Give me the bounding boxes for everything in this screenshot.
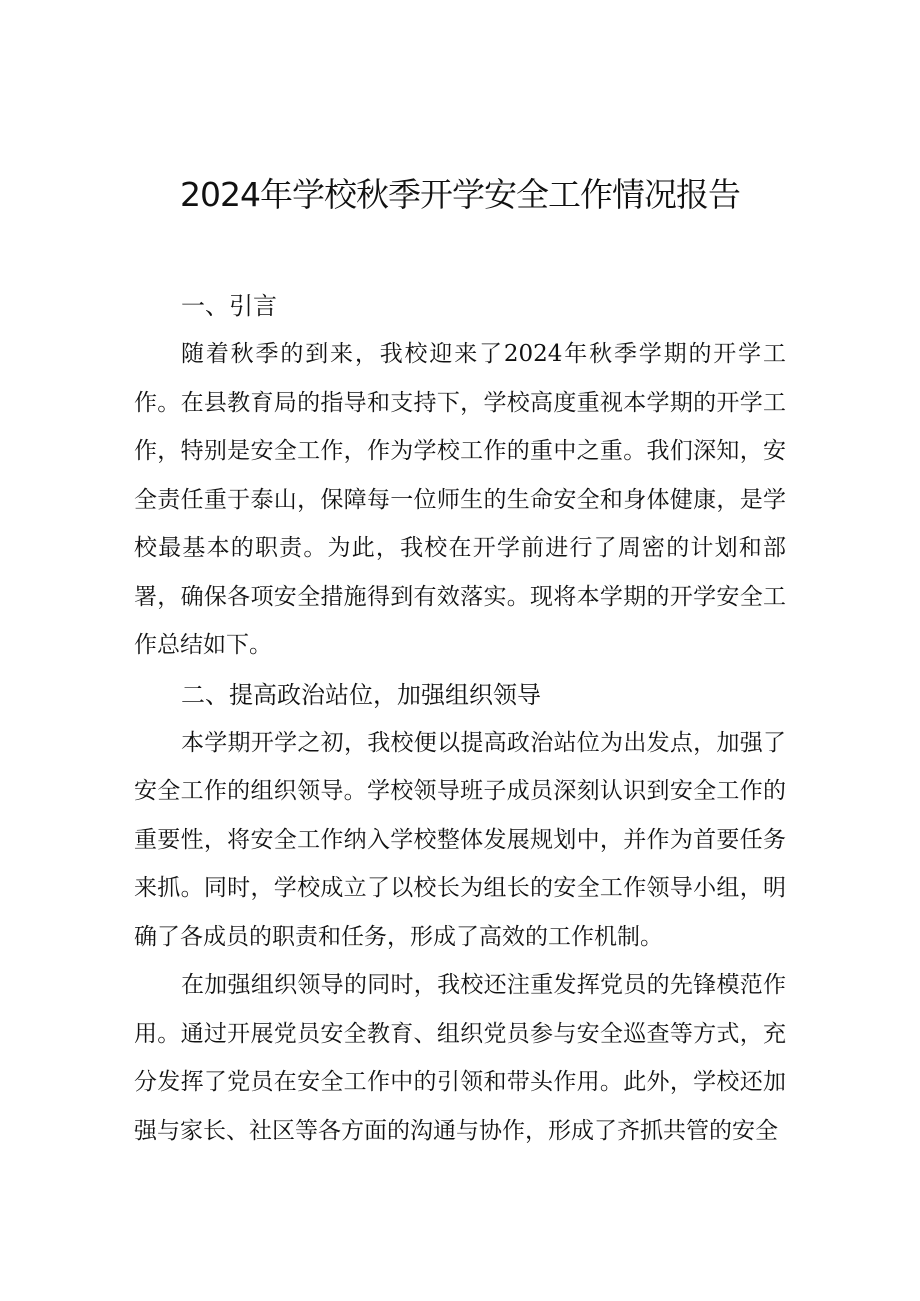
section-heading-leadership: 二、提高政治站位，加强组织领导 (181, 680, 541, 709)
paragraph: 在加强组织领导的同时，我校还注重发挥党员的先锋模范作用。通过开展党员安全教育、组织党员参与安全巡查等方式，充分发挥了党员在安全工作中的引领和带头作用。此外，学校还加强与家长、社区等各方面的沟通与协作，形成了齐抓共管的安全 (134, 972, 786, 1144)
paragraph: 本学期开学之初，我校便以提高政治站位为出发点，加强了安全工作的组织领导。学校领导班子成员深刻认识到安全工作的重要性，将安全工作纳入学校整体发展规划中，并作为首要任务来抓。同时，学校成立了以校长为组长的安全工作领导小组，明确了各成员的职责和任务，形成了高效的工作机制。 (134, 729, 786, 950)
paragraph: 随着秋季的到来，我校迎来了2024年秋季学期的开学工作。在县教育局的指导和支持下，学校高度重视本学期的开学工作，特别是安全工作，作为学校工作的重中之重。我们深知，安全责任重于泰山，保障每一位师生的生命安全和身体健康，是学校最基本的职责。为此，我校在开学前进行了周密的计划和部署，确保各项安全措施得到有效落实。现将本学期的开学安全工作总结如下。 (134, 341, 786, 658)
document-body (134, 282, 786, 1155)
document-title: 2024年学校秋季开学安全工作情况报告 (180, 175, 740, 214)
section-heading-introduction: 一、引言 (181, 292, 277, 320)
